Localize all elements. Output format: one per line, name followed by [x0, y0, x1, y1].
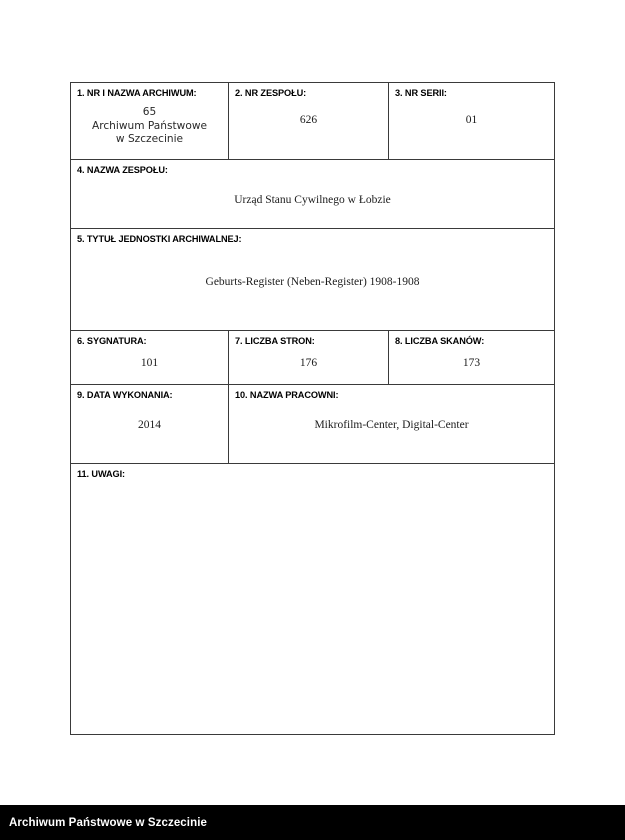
field-value-archive-number: 65 [142, 106, 157, 118]
field-label-scan-count: 8. LICZBA SKANÓW: [395, 336, 485, 346]
field-label-remarks: 11. UWAGI: [77, 469, 126, 479]
form-row-remarks [71, 464, 555, 735]
form-row-fonds-name [71, 160, 555, 229]
field-label-unit-title: 5. TYTUŁ JEDNOSTKI ARCHIWALNEJ: [77, 234, 242, 244]
field-label-fonds-name: 4. NAZWA ZESPOŁU: [77, 165, 168, 175]
field-value-page-count: 176 [299, 357, 318, 369]
field-label-workshop-name: 10. NAZWA PRACOWNI: [235, 390, 339, 400]
field-value-reference-code: 101 [140, 357, 159, 369]
field-label-reference-code: 6. SYGNATURA: [77, 336, 147, 346]
field-label-fonds-number: 2. NR ZESPOŁU: [235, 88, 307, 98]
archival-description-form [70, 82, 555, 735]
field-reference-code [71, 331, 229, 385]
field-value-date-of-execution: 2014 [138, 419, 161, 431]
field-value-scan-count: 173 [462, 357, 481, 369]
field-label-series-number: 3. NR SERII: [395, 88, 447, 98]
field-value-archive-name-line1: Archiwum Państwowe [91, 119, 208, 132]
form-row-reference-pages-scans [71, 331, 555, 385]
field-page-count [229, 331, 389, 385]
field-value-fonds-number: 626 [299, 114, 318, 126]
field-fonds-number [229, 83, 389, 160]
field-fonds-name [71, 160, 555, 229]
field-remarks [71, 464, 555, 735]
field-workshop-name [229, 385, 555, 464]
field-value-workshop-name: Mikrofilm-Center, Digital-Center [314, 419, 469, 431]
field-scan-count [389, 331, 555, 385]
form-row-date-workshop [71, 385, 555, 464]
footer-caption-text: Archiwum Państwowe w Szczecinie [9, 816, 208, 829]
field-value-fonds-name: Urząd Stanu Cywilnego w Łobzie [234, 194, 391, 206]
field-value-unit-title: Geburts-Register (Neben-Register) 1908-1908 [205, 276, 420, 288]
field-label-archive-number-and-name: 1. NR I NAZWA ARCHIWUM: [77, 88, 197, 98]
form-row-unit-title [71, 229, 555, 331]
field-value-series-number: 01 [465, 114, 478, 126]
field-archive-number-and-name [71, 83, 229, 160]
field-date-of-execution [71, 385, 229, 464]
form-row-archive-fonds-series [71, 83, 555, 160]
field-value-archive-name-line2: w Szczecinie [115, 133, 184, 145]
field-label-page-count: 7. LICZBA STRON: [235, 336, 315, 346]
field-label-date-of-execution: 9. DATA WYKONANIA: [77, 390, 173, 400]
field-series-number [389, 83, 555, 160]
footer-caption-bar [0, 805, 625, 840]
field-unit-title [71, 229, 555, 331]
